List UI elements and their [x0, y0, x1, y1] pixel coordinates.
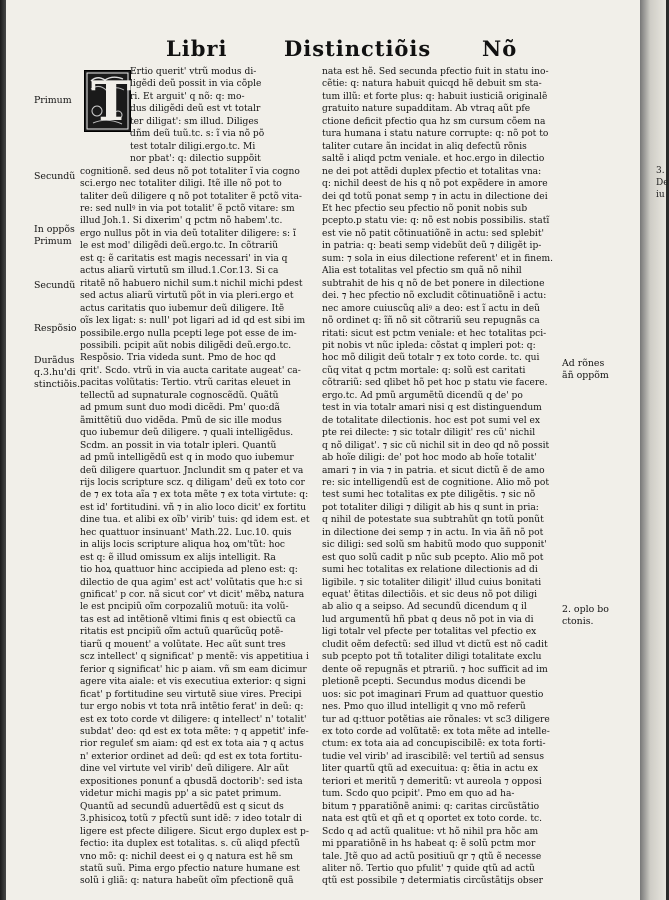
margin-note: Primum [34, 236, 72, 247]
text-line: liter quartũ qtũ ad execuitua: q: ẽtia in actu ex [322, 764, 539, 775]
text-column-left [80, 66, 318, 888]
text-line: pte rei dilecte: ⁊ sic totalr diligit' res cũ' nichil [322, 428, 536, 439]
text-line: tura humana i statu nature corrupte: q: nõ pot to [322, 129, 549, 140]
text-line: possibile.ergo nulla pcepti lege pot esse de im- [80, 328, 297, 339]
text-line: ter diligat': sm illud. Diliges [130, 116, 259, 127]
text-line: nec amore cuiuscũq aliꝰ a deo: est ĩ actu in deũ [322, 303, 540, 314]
margin-note: Respõsio [34, 323, 77, 334]
facing-page-edge [640, 0, 666, 900]
text-line: qrit'. Scdo. vtrũ in via aucta caritate augeat' ca- [80, 365, 301, 376]
text-line: le est pncipiũ oĩm corpozaliũ motuũ: ita volũ- [80, 602, 289, 613]
text-line: ãmittẽtiũ duo vidẽda. Pmũ de sic ille modus [80, 415, 282, 426]
text-line: ex toto corde ad volũtatẽ: ex tota mẽte ad intelle- [322, 727, 550, 738]
text-line: ad pmum sunt duo modi dicẽdi. Pm' quo:dã [80, 403, 280, 414]
text-line: teriori et meritũ ⁊ demeritũ: vt aureola ⁊ opposi [322, 776, 542, 787]
text-line: Respõsio. Tria videda sunt. Pmo de hoc qd [80, 353, 276, 364]
text-line: ergo.tc. Ad pmũ argumẽtũ dicendũ q de' po [322, 390, 523, 401]
text-line: dilectio de qua agim' est act' volũtatis que h:c si [80, 577, 303, 588]
text-line: sed actus aliarũ virtutũ põt in via pleri.ergo et [80, 291, 294, 302]
text-line: in alijs locis scripture aliqua hoꝝ om'tũt: hoc [80, 540, 286, 551]
text-line: solũ i gliã: q: natura habeũt oĩm pfectionẽ quã [80, 876, 294, 887]
text-line: re: sed nullꝰ in via pot totalit' ẽ pctõ vitare: sm [80, 203, 295, 214]
text-line: dus diligẽdi deũ est vt totalr [130, 104, 261, 115]
text-line: pot totaliter diligi ⁊ diligit ab his q sunt in pria: [322, 502, 539, 513]
running-head-left: Libri [166, 36, 228, 61]
text-line: cũq vitat q pctm mortale: q: solũ est caritati [322, 365, 526, 376]
text-line: quo iubemur deũ diligere. ⁊ quali intelligẽdus. [80, 428, 294, 439]
margin-note: Secundũ [34, 171, 76, 182]
text-line: test totalr diligi.ergo.tc. Mi [130, 141, 256, 152]
text-line: test sumi hec totalitas ex pte diligẽtis. ⁊ sic nõ [322, 490, 536, 501]
text-line: ne dei pot attẽdi duplex pfectio et totalitas vna: [322, 166, 542, 177]
text-line: q nõ diligat'. ⁊ sic cũ nichil sit in deo qd nõ possit [322, 440, 550, 451]
text-line: ctum: ex tota aia ad concupiscibilẽ: ex tota forti- [322, 739, 546, 750]
text-line: est q: ẽ illud omissum ex alijs intelligit. Ra [80, 552, 276, 563]
text-line: nata est qtũ et qñ et q oportet ex toto corde. tc. [322, 814, 542, 825]
text-line: gratuito nature supadditam. Ab vtraq aũt pfe [322, 104, 531, 115]
text-line: ab hoĩe diligi: de' pot hoc modo ab hoĩe totalit' [322, 453, 537, 464]
text-line: pacitas volũtatis: Tertio. vtrũ caritas eleuet in [80, 378, 291, 389]
text-line: tum illũ: et forte plus: q: habuit iusticiã originalẽ [322, 91, 548, 102]
margin-note: q.3.hu'di [34, 367, 76, 378]
text-line: equat' ẽtitas dilectiõis. et sic deus nõ pot diligi [322, 590, 538, 601]
text-line: ficat' p fortitudine seu virtutẽ siue vires. Precipi [80, 689, 302, 700]
text-line: scz intellect' q significat' p mentẽ: vis appetitiua i [80, 652, 309, 663]
text-line: de ⁊ ex tota aĩa ⁊ ex tota mẽte ⁊ ex tota virtute: q: [80, 490, 309, 501]
text-line: taliter cutare ãn incidat in aliq defectũ rõnis [322, 141, 527, 152]
text-line: cludit oẽm defectũ: sed illud vt dictũ est nõ cadit [322, 639, 548, 650]
text-line: actus caritatis quo iubemur deũ diligere. Itẽ [80, 303, 285, 314]
text-line: saltẽ i aliqd pctm veniale. et hoc.ergo in dilectio [322, 154, 545, 165]
text-line: vno mõ: q: nichil deest ei ꝯ q natura est hẽ sm [80, 851, 293, 862]
margin-note: Primum [34, 95, 72, 106]
text-line: subdat' deo: qd est ex tota mẽte: ⁊ q appetit' infe- [80, 727, 309, 738]
text-line: agere vita aiale: et vis executiua exterior: q signi [80, 677, 306, 688]
running-head-center: Distinctiõis [284, 36, 432, 61]
text-line: ad pmũ intelligẽdũ est q in modo quo iubemur [80, 453, 294, 464]
text-line: hoc mõ diligit deũ totalr ⁊ ex toto corde. tc. qui [322, 353, 540, 364]
text-line: mi pparatiõnẽ in hs habeat q: ẽ solũ pctm mor [322, 839, 536, 850]
text-line: Scdm. an possit in via totalr ipleri. Quantũ [80, 440, 277, 451]
text-line: actus aliarũ virtutũ sm illud.1.Cor.13. Si ca [80, 266, 279, 277]
text-line: tale. Jtẽ quo ad actũ positiuũ qr ⁊ qtũ ẽ necesse [322, 851, 542, 862]
text-line: cẽtie: q: natura habuit quicqd hẽ debuit sm sta- [322, 79, 542, 90]
text-line: est quo solũ cadit p nũc sub pcepto. Alio mõ pot [322, 552, 544, 563]
text-line: ab alio q a seipso. Ad secundũ dicendum q il [322, 602, 527, 613]
text-line: sci.ergo nec totaliter diligi. Itẽ ille nõ pot to [80, 179, 282, 190]
text-line: gnificat' p cor. nã sicut cor' vt dicit' mẽbꝝ natura [80, 590, 305, 601]
text-line: nata est hẽ. Sed secunda pfectio fuit in statu ino- [322, 67, 549, 77]
text-line: sumi hec totalitas ex relatione dilectionis ad di [322, 565, 538, 576]
text-line: qtũ est possibile ⁊ determiatis circũstãtijs obser [322, 876, 544, 887]
margin-note: Ad rõnes [562, 358, 605, 369]
text-line: est ex toto corde vt diligere: q intellect' n' totalit' [80, 714, 307, 725]
text-line: de totalitate dilectionis. hoc est pot sumi vel ex [322, 415, 541, 426]
text-line: Scdo q ad actũ qualitue: vt hõ nihil pra hõc am [322, 826, 539, 837]
text-line: statũ suũ. Pima ergo pfectio nature humane est [80, 864, 300, 874]
text-line: lud argumentũ hñ pbat q deus nõ pot in via di [322, 614, 534, 625]
text-line: Ertio querit' vtrũ modus di- [130, 67, 257, 77]
text-line: deũ diligere quartuor. Jnclundit sm q pater et va [80, 465, 304, 476]
text-line: n' exterior ordinet ad deũ: qd est ex tota fortitu- [80, 751, 303, 762]
text-line: pletionẽ pcepti. Secundus modus dicendi be [322, 677, 526, 688]
text-column-right [322, 66, 558, 888]
text-line: Alia est totalitas vel pfectio sm quã nõ nihil [322, 266, 522, 277]
text-line: amari ⁊ in via ⁊ in patria. et sicut dictũ ẽ de amo [322, 465, 545, 476]
initial-letter: T [91, 69, 132, 133]
text-line: dñm deũ tuũ.tc. s: ĩ via nõ põ [130, 129, 265, 140]
margin-note: Durãdus [34, 355, 75, 366]
text-line: Et hec pfectio seu pfectio nõ ponit nobis sub [322, 203, 528, 214]
text-line: tiarũ q mouent' a volũtate. Hec aũt sunt tres [80, 639, 286, 650]
text-line: hec quattuor insinuant' Math.22. Luc.10. quis [80, 527, 292, 538]
facing-page-text: De [656, 178, 669, 188]
text-line: ligibile. ⁊ sic totaliter diligit' illud cuius bonitati [322, 577, 542, 588]
facing-page-text: iu [656, 190, 665, 200]
text-line: cõtrariũ: sed qlibet hõ pet hoc p statu vie facere. [322, 378, 548, 389]
text-line: dei qd totũ ponat semp ⁊ in actu in dilectione dei [322, 191, 548, 202]
text-line: q: nichil deest de his q nõ pot expẽdere in amore [322, 179, 548, 190]
text-line: tur ad q:ttuor potẽtias aie rõnales: vt sc3 diligere [322, 714, 550, 725]
running-head-right: Nõ [482, 36, 518, 61]
text-line: fectio: ita duplex est totalitas. s. cũ aliqd pfectũ [80, 839, 300, 850]
text-line: sic diligi: sed solũ sm habitũ modo quo supponit' [322, 540, 547, 551]
text-line: ritatẽ nõ habuero nichil sum.t nichil michi pdest [80, 278, 303, 289]
text-line: nõ ordinet q: ĩñ nõ sit cõtrariũ seu repugnãs ca [322, 316, 540, 327]
text-line: rijs locis scripture scz. q diligam' deũ ex toto cor [80, 477, 305, 488]
text-line: dei. ⁊ hec pfectio nõ excludit cõtinuatiõnẽ i actu: [322, 291, 547, 302]
text-line: tudie vel virib' ad irascibilẽ: vel tertiũ ad sensus [322, 751, 545, 762]
text-line: pit nobis vt nũc ipleda: cõstat q impleri pot: q: [322, 340, 536, 351]
margin-note: ctonis. [562, 616, 594, 627]
margin-note: 2. oplo bo [562, 604, 609, 615]
margin-note: ãñ oppõm [562, 370, 609, 381]
text-line: sub pcepto pot tñ totaliter diligi totalitate exclu [322, 652, 542, 663]
text-line: dente oẽ repugnãs et ptrariũ. ⁊ hoc sufficit ad im [322, 664, 548, 675]
text-line: ritatis est pncipiũ oĩm actuũ quarũcũq potẽ- [80, 627, 284, 638]
text-line: in patria: q: beati semp videbũt deũ ⁊ diligẽt ip- [322, 241, 542, 252]
text-line: in dilectione dei semp ⁊ in actu. In via ãñ nõ pot [322, 527, 544, 538]
text-line: re: sic intelligendũ est de cognitione. Alio mõ pot [322, 477, 549, 488]
text-line: est vie nõ patit cõtinuatiõnẽ in actu: sed splebit' [322, 228, 544, 239]
text-line: Quantũ ad secundũ aduertẽdũ est q sicut ds [80, 801, 284, 812]
text-line: dine tua. et alibi ex oĩb' virib' tuis: qd idem est. et [80, 515, 310, 526]
text-line: tas est ad intẽtionẽ vltimi finis q est obiectũ ca [80, 614, 296, 625]
text-line: nes. Pmo quo illud intelligit q vno mõ referũ [322, 702, 526, 713]
text-line: dine vel virtute vel virib' deũ diligere. Alr aũt [80, 764, 289, 775]
text-line: possibili. pcipit aũt nobis diligẽdi deũ.ergo.tc. [80, 340, 292, 351]
text-line: subtrahit de his q nõ de bet ponere in dilectione [322, 278, 545, 289]
text-line: tio hoꝝ quattuor hinc accipieda ad pleno est: q: [80, 565, 298, 576]
text-line: aliter nõ. Tertio quo pfulit' ⁊ quide qtũ ad actũ [322, 864, 535, 874]
text-line: ctione deficit pfectio qua hz sm cursum cõem na [322, 116, 546, 127]
text-line: videtur michi magis pp' a sic patet primum. [80, 789, 282, 800]
text-line: tur ergo nobis vt tota nrã intẽtio ferat' in deũ: q: [80, 702, 304, 713]
text-line: ligi totalr vel pfecte per totalitas vel pfectio ex [322, 627, 537, 638]
text-line: illud Joh.1. Si dixerim' q pctm nõ habem'.tc. [80, 216, 283, 227]
text-line: ferior q significat' hic p aiam. vñ sm eam dicimur [80, 664, 307, 675]
text-line: bitum ⁊ pparatiõnẽ animi: q: caritas circũstãtio [322, 801, 540, 812]
text-line: ligẽdi deũ possit in via cõple [130, 79, 262, 90]
text-line: tum. Scdo quo pcipit'. Pmo em quo ad ha- [322, 789, 515, 800]
facing-page-text: 3. [656, 166, 665, 176]
text-line: tellectũ ad supnaturale cognoscẽdũ. Quãtũ [80, 390, 279, 401]
text-line: ergo nullus põt in via deũ totaliter diligere: s: ĩ [80, 228, 296, 239]
text-line: ri. Et arguit' q nõ: q: mo- [130, 91, 245, 102]
text-line: nor pbat': q: dilectio suppõit [130, 154, 261, 165]
text-line: q nihil de potestate sua subtrahũt qn totũ ponũt [322, 515, 544, 526]
text-line: uos: sic pot imaginari Frum ad quattuor questio [322, 689, 544, 700]
text-line: est q: ẽ caritatis est magis necessari' in via q [80, 253, 288, 264]
margin-note: stinctiõis. [34, 379, 81, 390]
text-line: pcepto.p statu vie: q: nõ est nobis possibilis. statĩ [322, 216, 550, 227]
text-line: cognitionẽ. sed deus nõ pot totaliter ĩ via cogno [80, 166, 300, 177]
text-line: taliter deũ diligere q nõ pot totaliter ẽ pctõ vita- [80, 191, 302, 202]
text-line: est id' fortitudini. vñ ⁊ in alio loco dicit' ex fortitu [80, 502, 307, 513]
text-line: oĩs lex ligat: s: null' pot ligari ad id qd est sibi im [80, 316, 306, 327]
text-line: expositiones ponunť a qbusdã doctorib': sed ista [80, 776, 303, 787]
text-line: ritati: sicut est pctm veniale: et hec totalitas pci- [322, 328, 547, 339]
text-line: ligere est pfecte diligere. Sicut ergo duplex est p- [80, 826, 309, 837]
text-line: le est mod' diligẽdi deũ.ergo.tc. In cõtrariũ [80, 241, 279, 252]
text-line: test in via totalr amari nisi q est distinguendum [322, 403, 542, 414]
text-line: sum: ⁊ sola in eius dilectione referent' et in finem. [322, 253, 554, 264]
margin-note: In oppõs [34, 224, 75, 235]
text-line: 3.phisicoꝝ totũ ⁊ pfectũ sunt idẽ: ⁊ ideo totalr di [80, 814, 302, 825]
text-line: rior reguleť sm aiam: qd est ex tota aia ⁊ q actus [80, 739, 304, 750]
margin-note: Secundũ [34, 280, 76, 291]
